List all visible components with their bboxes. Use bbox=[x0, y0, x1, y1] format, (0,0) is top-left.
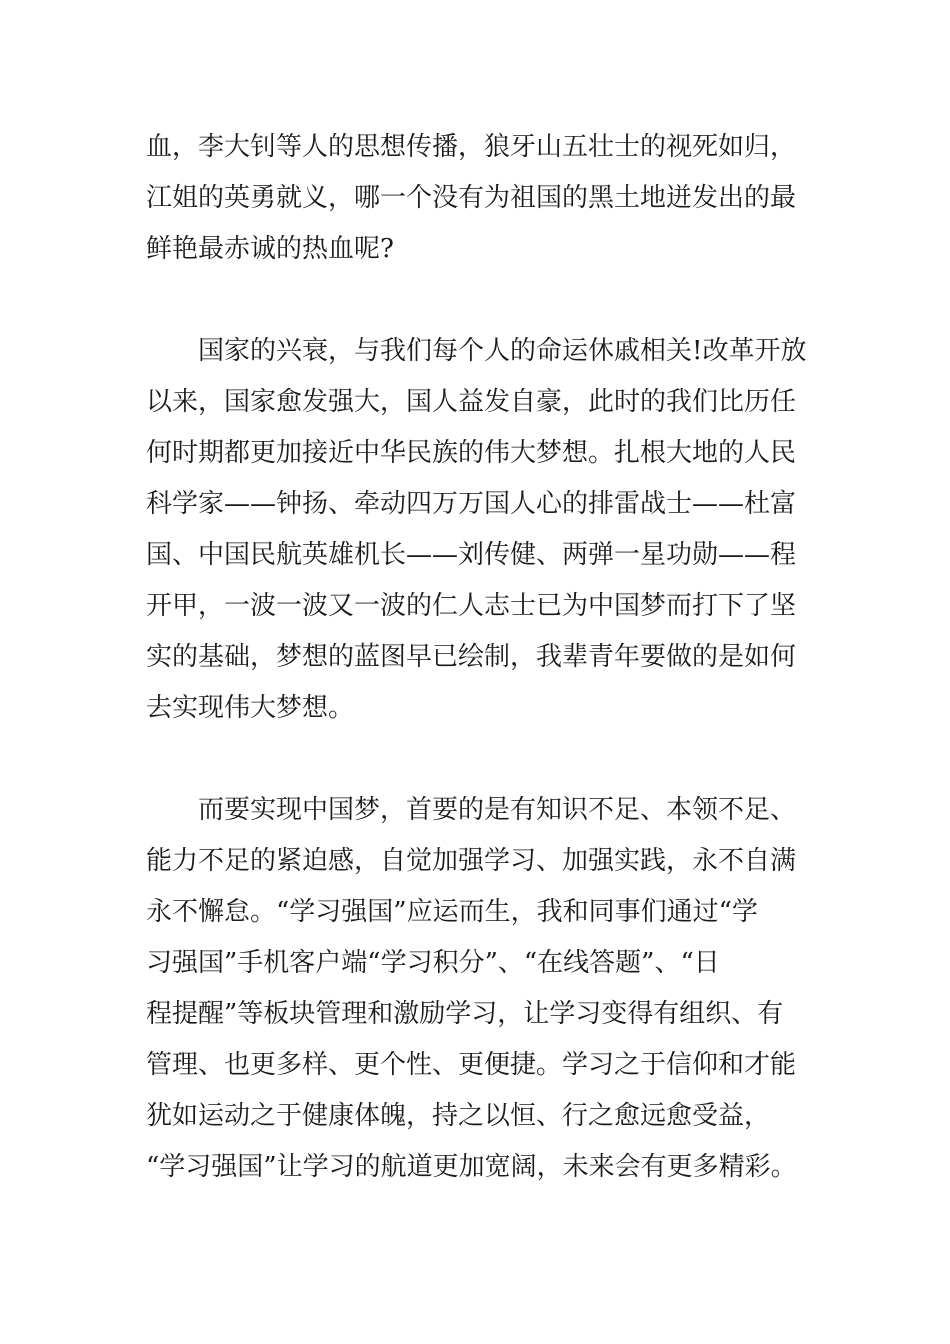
paragraph-line: 能力不足的紧迫感，自觉加强学习、加强实践，永不自满 bbox=[146, 846, 797, 876]
paragraph-line: 以来，国家愈发强大，国人益发自豪，此时的我们比历任 bbox=[146, 387, 797, 417]
paragraph-line: 江姐的英勇就义，哪一个没有为祖国的黑土地迸发出的最 bbox=[146, 183, 797, 213]
paragraph-line: 程提醒”等板块管理和激励学习，让学习变得有组织、有 bbox=[146, 999, 784, 1029]
paragraph-line: 血，李大钊等人的思想传播，狼牙山五壮士的视死如归， bbox=[146, 132, 797, 162]
paragraph-line: 去实现伟大梦想。 bbox=[146, 693, 355, 723]
paragraph-line: 国家的兴衰，与我们每个人的命运休戚相关!改革开放 bbox=[198, 336, 807, 366]
paragraph-line: 国、中国民航英雄机长——刘传健、两弹一星功勋——程 bbox=[146, 540, 797, 570]
paragraph-line: 犹如运动之于健康体魄，持之以恒、行之愈远愈受益， bbox=[146, 1101, 771, 1131]
paragraph-line: 科学家——钟扬、牵动四万万国人心的排雷战士——杜富 bbox=[146, 489, 797, 519]
paragraph-line: 管理、也更多样、更个性、更便捷。学习之于信仰和才能 bbox=[146, 1050, 797, 1080]
paragraph-line: 开甲，一波一波又一波的仁人志士已为中国梦而打下了坚 bbox=[146, 591, 797, 621]
paragraph-line: 鲜艳最赤诚的热血呢? bbox=[146, 234, 394, 264]
paragraph-line: 而要实现中国梦，首要的是有知识不足、本领不足、 bbox=[198, 795, 797, 825]
paragraph-line: 实的基础，梦想的蓝图早已绘制，我辈青年要做的是如何 bbox=[146, 642, 797, 672]
paragraph-line: 永不懈怠。“学习强国”应运而生，我和同事们通过“学 bbox=[146, 897, 758, 927]
paragraph-line: 习强国”手机客户端“学习积分”、“在线答题”、“日 bbox=[146, 948, 720, 978]
paragraph-line: 何时期都更加接近中华民族的伟大梦想。扎根大地的人民 bbox=[146, 438, 797, 468]
paragraph-line: “学习强国”让学习的航道更加宽阔，未来会有更多精彩。 bbox=[146, 1152, 797, 1182]
